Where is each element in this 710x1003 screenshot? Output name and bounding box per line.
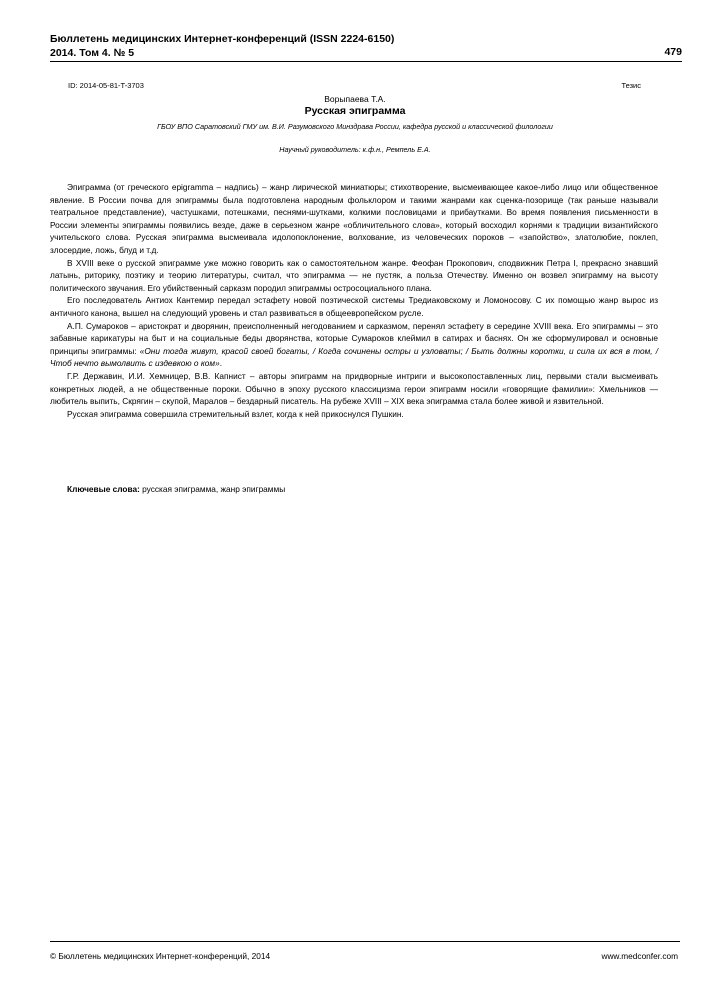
article-body	[50, 181, 658, 420]
footer-copyright: © Бюллетень медицинских Интернет-конференций, 2014	[50, 951, 271, 961]
article-author: Ворыпаева Т.А.	[324, 94, 386, 104]
page-header	[50, 32, 682, 60]
article-title: Русская эпиграмма	[304, 105, 406, 117]
article-id: ID: 2014-05-81-T-3703	[68, 81, 144, 90]
scientific-supervisor: Научный руководитель: к.ф.н., Ремпель Е.А.	[279, 145, 431, 154]
footer-divider	[50, 941, 680, 942]
keywords	[67, 484, 285, 494]
keywords-text: русская эпиграмма, жанр эпиграммы	[139, 484, 286, 494]
journal-issue: 2014. Том 4. № 5	[50, 47, 135, 59]
article-type: Тезис	[621, 81, 641, 90]
journal-title: Бюллетень медицинских Интернет-конференций (ISSN 2224-6150)	[50, 33, 395, 45]
header-divider	[50, 61, 682, 62]
paragraph: Его последователь Антиох Кантемир передал эстафету новой поэтической системы Тредиаковскому и Ломоносову. С их помощью жанр вырос из античного канона, вышел на следующий уровень и стал развиваться в общеевропейском русле.	[50, 295, 658, 318]
paragraph: Эпиграмма (от греческого epigramma – надпись) – жанр лирической миниатюры; стихотворение, высмеивающее какое-либо лицо или общественное явление. В России почва для эпиграммы была подготовлена народным фольклором и такими жанрами как сценка-позорище (так раньше называли театральное представление), частушками, потешками, песнями-шутками, колкими пословицами и прибаутками. Во время появления письменности в России элементы эпиграммы появились везде, даже в серьезном жанре «обличительного слова», который восходил корнями к традиции византийского учительского слова. Русская эпиграмма высмеивала идолопоклонение, волхование, из человеческих пороков – «запойство», златолюбие, поклеп, злосердие, ложь, блуд и т.д.	[50, 182, 658, 255]
page-number: 479	[664, 46, 682, 58]
paragraph-text: А.П. Сумароков – аристократ и дворянин, преисполненный негодованием и сарказмом, перенял эстафету в середине XVIII века. Его эпиграммы – это забавные карикатуры на быт и на социальные беды дворянства, которые Сумароков клеймил в сатирах и баснях. Он же сформулировал и основные принципы эпиграммы:	[50, 320, 658, 356]
paragraph-end: .	[219, 358, 223, 369]
epigram-quote: «Они тогда живут, красой своей богаты, / Когда сочинены остры и узловаты; / Быть должны коротки, и сила их вся в том, / Чтоб нечто вымолвить с издевкою о ком»	[50, 345, 658, 369]
keywords-label: Ключевые слова:	[67, 484, 140, 494]
paragraph	[50, 320, 658, 370]
article-meta	[68, 81, 641, 90]
paragraph: Г.Р. Державин, И.И. Хемницер, В.В. Капнист – авторы эпиграмм на придворные интриги и высокопоставленных лиц, первыми стали высмеивать конкретных людей, а не общественные пороки. Обычно в эпоху русского классицизма герои эпиграмм носили «говорящие фамилии»: Хмельников — любитель выпить, Скрягин – скупой, Маралов – бездарный писатель. На рубеже XVIII – XIX века эпиграмма стала более живой и язвительной.	[50, 370, 658, 407]
paragraph: В XVIII веке о русской эпиграмме уже можно говорить как о самостоятельном жанре. Феофан Прокопович, сподвижник Петра I, прекрасно знавший латынь, риторику, поэтику и теорию литературы, считал, что эпиграмма — не пустяк, а польза Отечеству. Именно он возвел эпиграмму на высоту политического звучания. Его убийственный сарказм породил эпиграммы остросоциального плана.	[50, 257, 658, 293]
paragraph: Русская эпиграмма совершила стремительный взлет, когда к ней прикоснулся Пушкин.	[67, 408, 404, 419]
author-affiliation: ГБОУ ВПО Саратовский ГМУ им. В.И. Разумовского Минздрава России, кафедра русской и классической филологии	[157, 122, 553, 131]
footer-website: www.medconfer.com	[601, 951, 678, 961]
